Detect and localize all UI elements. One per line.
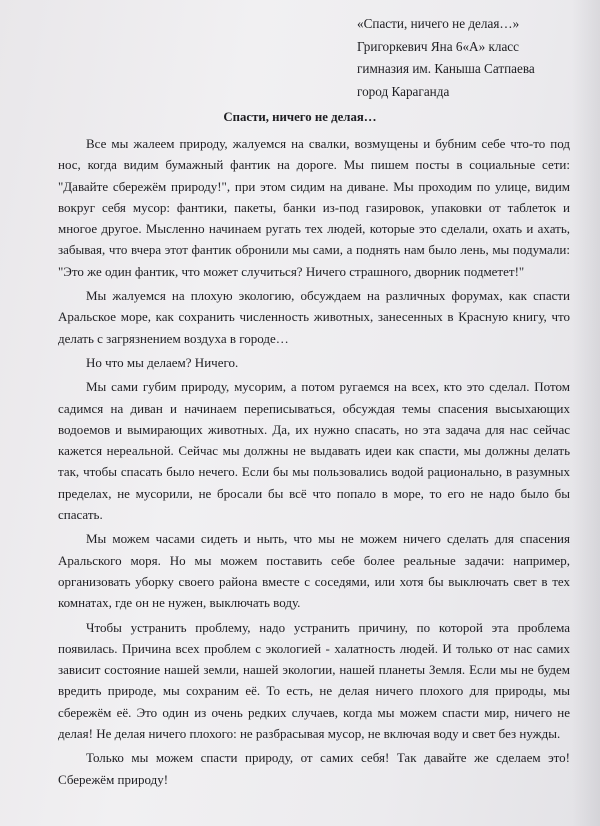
paragraph-4: Мы сами губим природу, мусорим, а потом ругаемся на всех, кто это сделал. Потом садимся на диван и начинаем переписываться, обсуждая темы спасения высыхающих водоемов и вымирающих животных. Да, их нужно спасать, но эта задача для нас сейчас кажется нереальной. Сейчас мы должны не выдавать идеи как спасти, мы должны делать так, чтобы спасать было нечего. Если бы мы пользовались водой рационально, в разумных пределах, не мусорили, не бросали бы всё что попало в море, то его не надо было бы спасать. [58, 379, 570, 523]
header-essay-title: «Спасти, ничего не делая…» [357, 16, 520, 31]
header-school: гимназия им. Каныша Сатпаева [357, 61, 535, 76]
paragraph-2: Мы жалуемся на плохую экологию, обсуждаем на различных форумах, как спасти Аральское море, как сохранить численность животных, занесенных в Красную книгу, что делать с загрязнением воздуха в городе… [58, 288, 570, 346]
paragraph-5: Мы можем часами сидеть и ныть, что мы не можем ничего сделать для спасения Аральского моря. Но мы можем поставить себе более реальные задачи: например, организовать уборку своего района вместе с соседями, или хотя бы выключать свет в тех комнатах, где он не нужен, выключать воду. [58, 531, 570, 611]
paragraph-6: Чтобы устранить проблему, надо устранить причину, по которой эта проблема появилась. Причина всех проблем с экологией - халатность людей. И только от нас самих зависит состояние нашей земли, нашей экологии, нашей планеты Земля. Если мы не будем вредить природе, мы сохраним её. То есть, не делая ничего плохого для природы, мы сбережём её. Это один из очень редких случаев, когда мы можем спасти мир, ничего не делая! Не делая ничего плохого: не разбрасывая мусор, не включая воду и свет без нужды. [58, 619, 570, 742]
header-city: город Караганда [357, 83, 450, 99]
paragraph-3: Но что мы делаем? Ничего. [86, 354, 239, 370]
essay-body [58, 133, 570, 790]
paragraph-1: Все мы жалеем природу, жалуемся на свалки, возмущены и бубним себе что-то под нос, когда видим бумажный фантик на дороге. Мы пишем посты в социальные сети: "Давайте сбережём природу!", при этом сидим на диване. Мы проходим по улице, видим вокруг себя мусор: фантики, пакеты, банки из-под газировок, упаковки от таблеток и многое другое. Мысленно начинаем ругать тех людей, которые это сделали, охать и ахать, забывая, что вчера этот фантик обронили мы сами, а поднять нам было лень, мы подумали: "Это же один фантик, что может случиться? Ничего страшного, дворник подметет!" [58, 136, 570, 279]
header-author: Григоркевич Яна 6«А» класс [357, 38, 520, 54]
paragraph-7: Только мы можем спасти природу, от самих себя! Так давайте же сделаем это! Сбережём природу! [58, 750, 570, 787]
essay-title: Спасти, ничего не делая… [223, 110, 377, 124]
author-header [357, 13, 587, 103]
